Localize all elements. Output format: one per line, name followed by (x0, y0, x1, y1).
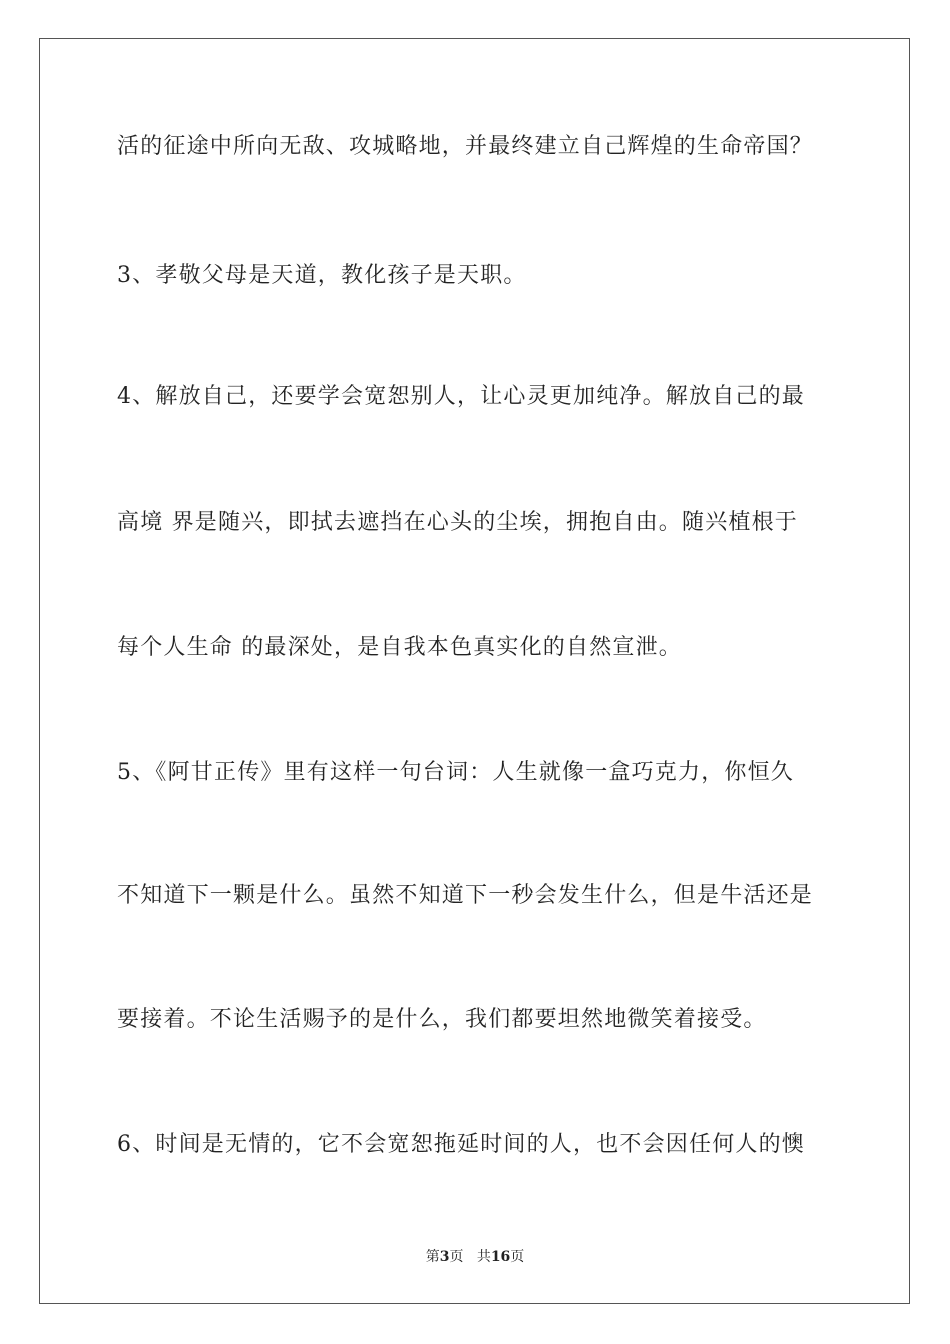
page-footer (0, 1246, 950, 1266)
body-text-line-8: 要接着。不论生活赐予的是什么，我们都要坦然地微笑着接受。 (117, 1007, 767, 1032)
body-text-line-6: 5、《阿甘正传》里有这样一句台词：人生就像一盒巧克力，你恒久 (117, 760, 794, 785)
body-text-line-9: 6、时间是无情的，它不会宽恕拖延时间的人，也不会因任何人的懊 (117, 1132, 805, 1157)
page-prefix: 第 (425, 1249, 440, 1265)
page-number: 3 (439, 1249, 450, 1265)
total-suffix: 页 (510, 1249, 525, 1265)
body-text-line-3: 4、解放自己，还要学会宽恕别人，让心灵更加纯净。解放自己的最 (117, 384, 805, 409)
body-text-line-2: 3、孝敬父母是天道，教化孩子是天职。 (117, 263, 527, 288)
body-text-line-4: 高境 界是随兴，即拭去遮挡在心头的尘埃，拥抱自由。随兴植根于 (117, 510, 798, 535)
page-suffix: 页 (449, 1249, 464, 1265)
page-border (39, 38, 910, 1304)
total-pages: 16 (490, 1249, 511, 1265)
total-prefix: 共 (476, 1249, 491, 1265)
body-text-line-5: 每个人生命 的最深处，是自我本色真实化的自然宣泄。 (117, 635, 682, 660)
body-text-line-1: 活的征途中所向无敌、攻城略地，并最终建立自己辉煌的生命帝国？ (117, 134, 814, 159)
body-text-line-7: 不知道下一颗是什么。虽然不知道下一秒会发生什么，但是牛活还是 (117, 883, 814, 908)
